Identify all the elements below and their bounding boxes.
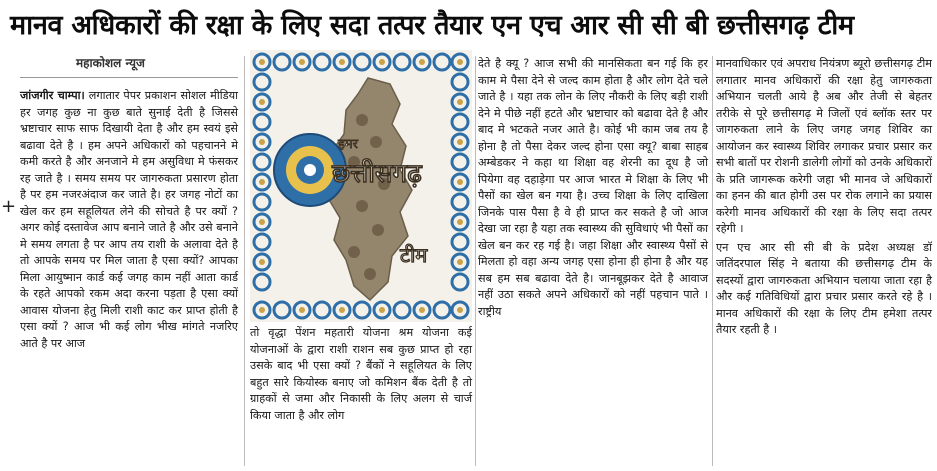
column-divider-2	[475, 56, 476, 466]
article-column-3	[478, 56, 708, 468]
byline-text: महाकोशल न्यूज	[76, 56, 145, 70]
photo-text-state: छत्तीसगढ़	[332, 159, 422, 189]
column-divider-1	[244, 56, 245, 466]
photo-text-hum: हमर	[338, 137, 358, 152]
column-divider-3	[712, 56, 713, 466]
photo-chhattisgarh-team	[250, 50, 472, 322]
column-1-text: लगातार पेपर प्रकाशन सोशल मीडिया हर जगह कुछ ना कुछ बाते सुनाई देती है जिससे भ्रष्टाचार साफ साफ दिखायी देता है और हम स्वयं इसे बढावा देते है । हम अपने अधिकारों को पहचानने मे कमी करते है और अनजाने मे हम असुविधा मे फंसकर रह जाते है । समय समय पर जागरुकता प्रसारण होता है पर हम नजरअंदाज कर जाते है। हर जगह नोटों का खेल कर हम सहूलियत लेने की सोचते है पर क्यों ? अगर कोई दस्तावेज आप बनाने जाते है और उसे बनाने मे समय लगता है पर आप तय राशी के अलावा देते है तो आपके समय पर मिल जाता है एसा क्यों? आपका मिला आयुष्मान कार्ड कई जगह काम नहीं आता कार्ड के रहते आपको रकम अदा करना पड़ता है एसा क्यों आवास योजना हेतु मिली राशी काट कर प्राप्त होती है एसा क्यों ? आज भी कई लोग भीख मांगते नजरिए आते है पर आज	[20, 89, 239, 350]
article-column-4	[716, 56, 932, 468]
article-column-1	[20, 88, 238, 466]
dateline: जांजगीर चाम्पा।	[20, 89, 85, 102]
registration-mark-icon: +	[1, 196, 17, 217]
column-4-paragraph-2: एन एच आर सी सी बी के प्रदेश अध्यक्ष डॉ जतिंदरपाल सिंह ने बताया की छत्तीसगढ़ टीम के सदस्यों द्वारा जागरुकता अभियान चलाया जाता रहा है और कई गतिविधियों द्वारा प्रचार प्रसार करते रहे है । मानव अधिकारों की रक्षा के लिए टीम हमेशा तत्पर तैयार रहती है ।	[716, 240, 932, 336]
headline: मानव अधिकारों की रक्षा के लिए सदा तत्पर तैयार एन एच आर सी सी बी छत्तीसगढ़ टीम	[10, 10, 854, 41]
column-4-paragraph-1: मानवाधिकार एवं अपराध नियंत्रण ब्यूरो छत्तीसगढ़ टीम लगातार मानव अधिकारों की रक्षा हेतु जागरुकता अभियान चलती आये है अब और तेजी से बेहतर तरीके से पूरे छत्तीसगढ़ मे जिलों एवं ब्लॉक स्तर पर जागरुकता लाने के लिए जगह जगह शिविर का आयोजन कर स्वास्थ्य शिविर लगाकर प्रचार प्रसार कर सभी बातों पर रोशनी डालेगी लोगों को उनके अधिकारों के प्रति जागरूक करेगी जहा भी मानव जे अधिकारों का हनन की बात होगी उस पर रोक लगाने का प्रयास करेगी मानव अधिकारों की रक्षा के लिए सदा तत्पर रहेगी ।	[716, 57, 932, 235]
photo-text-team: टीम	[400, 243, 428, 267]
column-2-text: तो वृद्धा पेंशन महतारी योजना श्रम योजना कई योजनाओं के द्वारा राशी राशन सब कुछ प्राप्त हो रहा उसके बाद भी एसा क्यों ? बैंकों ने सहूलियत के लिए बहुत सारे कियोस्क बनाए जो कमिशन बैंक देती है तो ग्राहकों से जमा और निकासी के लिए अलग से चार्ज किया जाता है और लोग	[250, 326, 472, 422]
column-3-text: देते है क्यू ? आज सभी की मानसिकता बन गई कि हर काम मे पैसा देने से जल्द काम होता है और लोग देते चले जाते है । यहा तक लोन के लिए नौकरी के लिए बड़ी राशी देने मे पीछे नहीं हटते और भ्रष्टाचार को बढावा देते है और बाद मे भटकते नजर आते है। कोई भी काम जब तय है होना है तो पैसा देकर जल्द होना एसा क्यू? बाबा साहब अम्बेडकर ने कहा था शिक्षा वह शेरनी का दूध है जो पियेगा वह दहाड़ेगा पर आज भारत मे शिक्षा के लिए भी पैसों का खेल बन गया है। उच्च शिक्षा के लिए दाखिला जिनके पास पैसा है वे ही प्राप्त कर सकते है जो आज देखा जा रहा है यहा तक स्वास्थ्य की सुविधाएं भी पैसों का खेल बन कर रह गई है। जहा शिक्षा और स्वास्थ्य पैसों से मिलता हो वहा अन्य जगह एसा होना ही होना है और यह सब हम सब बढावा देते है। जानबूझकर देते है आवाज नहीं उठा सकते अपने अधिकारों को नहीं पहचान पाते । राष्ट्रीय	[478, 57, 708, 318]
byline	[20, 54, 238, 78]
article-column-2	[250, 325, 472, 465]
